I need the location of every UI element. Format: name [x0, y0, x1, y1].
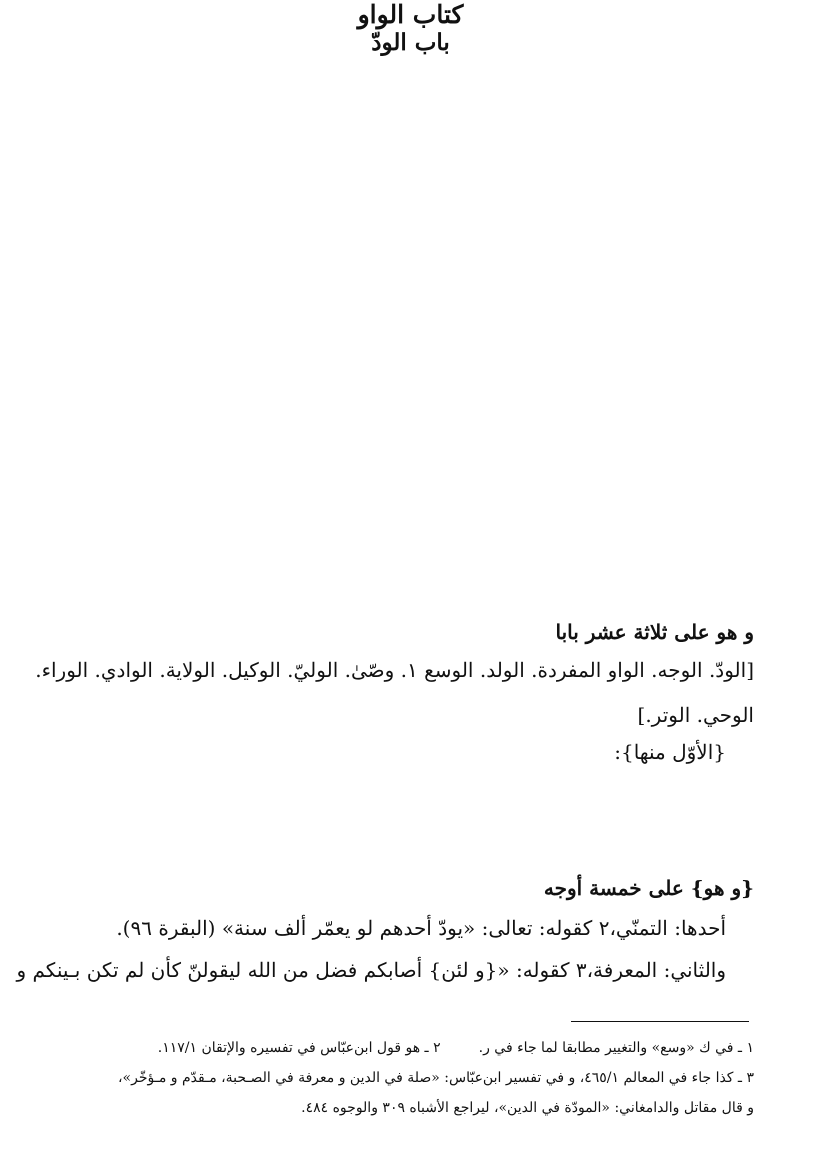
chapter-subheading: {و هو} على خمسة أوجه — [543, 876, 754, 900]
footnote-1: ١ ـ في ك «وسع» والتغيير مطابقا لما جاء في ر. — [478, 1040, 754, 1056]
footnote-3-line-2: و قال مقاتل والدامغاني: «المودّة في الدين»، ليراجع الأشباه ٣٠٩ والوجوه ٤٨٤. — [301, 1100, 754, 1116]
footnote-2: ٢ ـ هو قول ابن‌عبّاس في تفسيره والإتقان ١١٧/١. — [157, 1040, 441, 1056]
footnote-3-line-1: ٣ ـ كذا جاء في المعالم ٤٦٥/١، و في تفسير ابن‌عبّاس: «صلة في الدين و معرفة في الصـحبة، مـقدّم و مـؤخّر»، — [118, 1070, 754, 1086]
footnote-separator — [571, 1021, 749, 1022]
chapter-list-line-2: الوحي. الوتر.] — [637, 703, 754, 727]
meaning-line-1: أحدها: التمنّي،٢ كقوله: تعالى: «يودّ أحدهم لو يعمّر ألف سنة» (البقرة ٩٦). — [116, 916, 726, 940]
footnote-row-1 — [64, 1040, 754, 1056]
footnote-gap — [441, 1040, 479, 1056]
section-intro: و هو على ثلاثة عشر بابا — [555, 620, 754, 644]
chapter-title: باب الودّ — [371, 29, 450, 56]
first-of-them-label: {الأوّل منها}: — [614, 740, 726, 764]
chapter-list-line-1: [الودّ. الوجه. الواو المفردة. الولد. الوسع ١. وصّىٰ. الوليّ. الوكيل. الولاية. الوادي. الوراء. — [35, 658, 754, 682]
book-title: كتاب الواو — [357, 0, 464, 29]
meaning-line-2: والثاني: المعرفة،٣ كقوله: «{و لئن} أصابكم فضل من الله ليقولنّ كأن لم تكن بـينكم و — [16, 958, 726, 982]
